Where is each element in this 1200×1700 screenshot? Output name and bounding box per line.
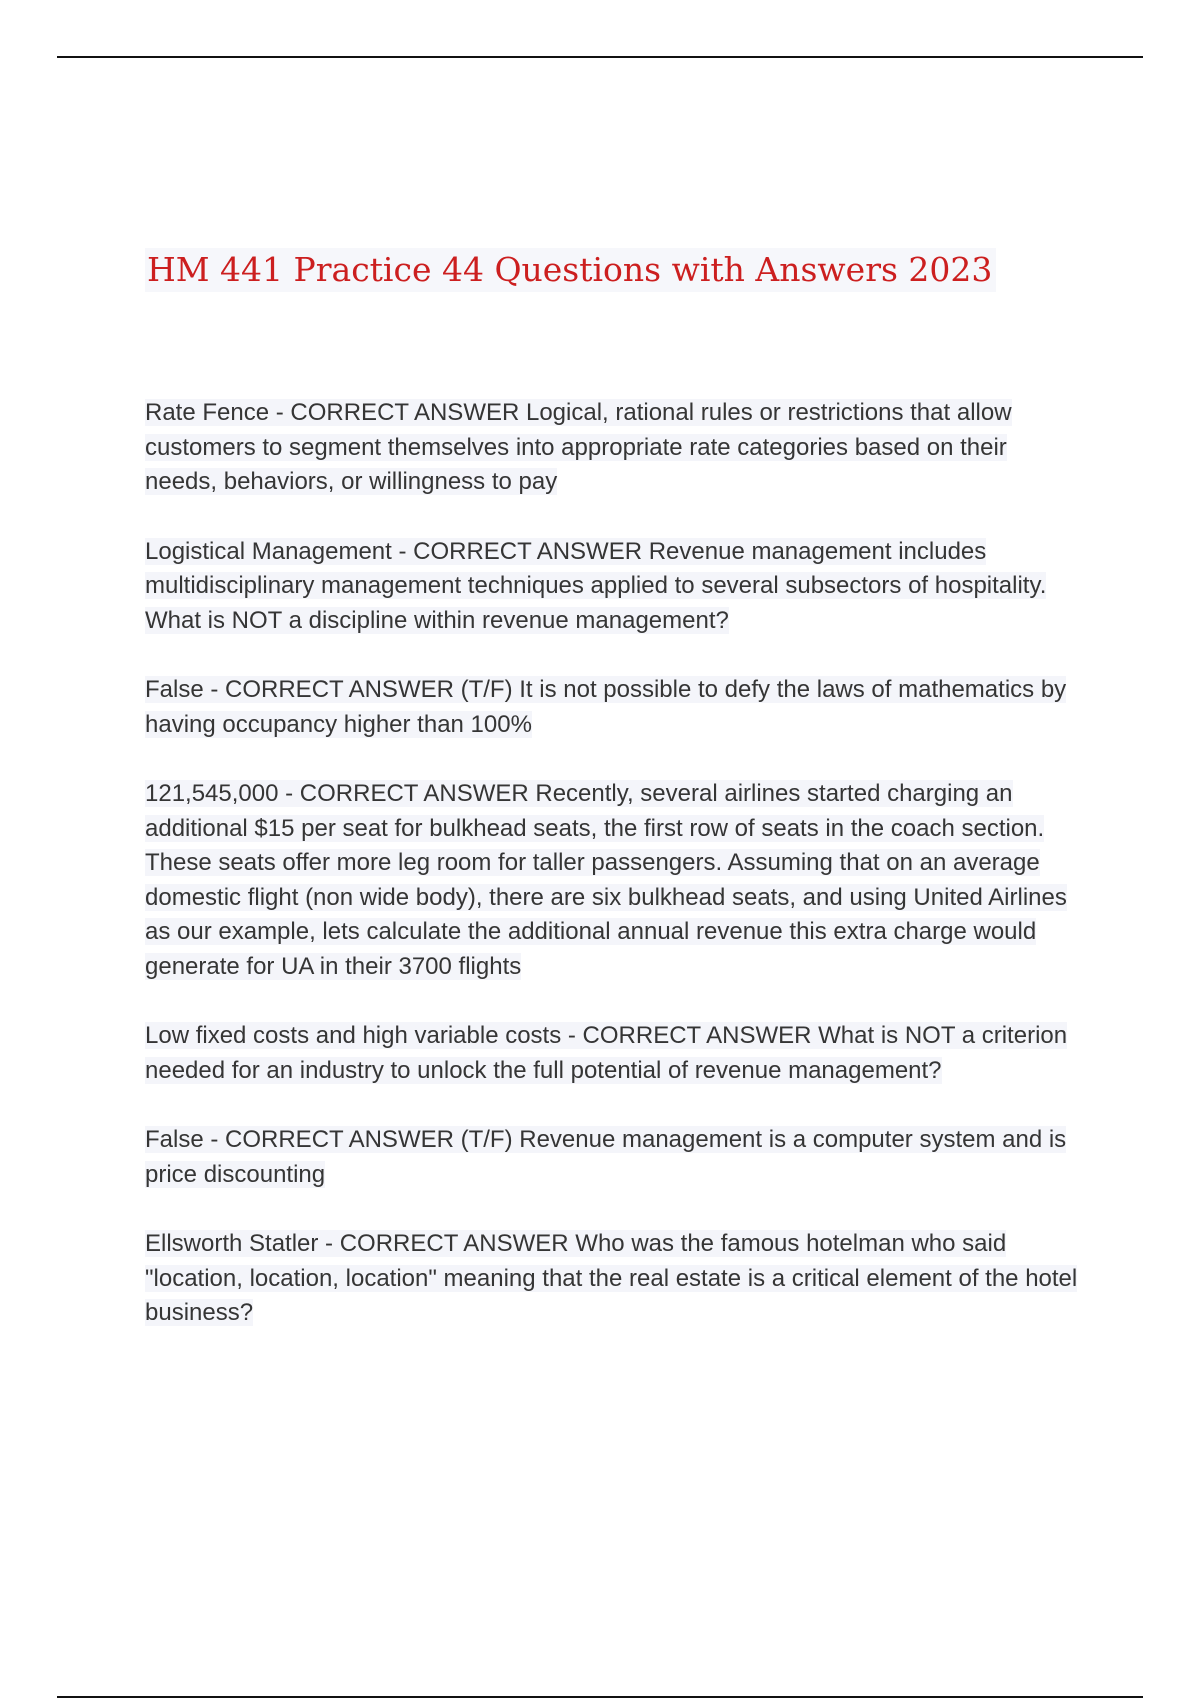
qa-item-text: False - CORRECT ANSWER (T/F) It is not possible to defy the laws of mathematics by having occupancy higher than 100% [145,676,1067,738]
qa-item-ellsworth-statler [145,1227,1085,1331]
qa-item-text: Low fixed costs and high variable costs - CORRECT ANSWER What is NOT a criterion needed for an industry to unlock the full potential of revenue management? [145,1022,1068,1084]
qa-item-text: Logistical Management - CORRECT ANSWER Revenue management includes multidisciplinary management techniques applied to several subsectors of hospitality. What is NOT a discipline within revenue management? [145,537,1047,634]
top-rule [57,56,1143,58]
qa-item-occupancy [145,673,1085,742]
qa-item-logistical-management [145,535,1085,639]
qa-item-industry-criterion [145,1019,1085,1088]
qa-item-text: Rate Fence - CORRECT ANSWER Logical, rational rules or restrictions that allow customers to segment themselves into appropriate rate categories based on their needs, behaviors, or willingness to pay [145,399,1012,495]
qa-item-bulkhead-revenue [145,777,1085,984]
qa-item-computer-system [145,1123,1085,1192]
qa-item-text: 121,545,000 - CORRECT ANSWER Recently, several airlines started charging an additional $15 per seat for bulkhead seats, the first row of seats in the coach section. These seats offer more leg room for taller passengers. Assuming that on an average domestic flight (non wide body), there are six bulkhead seats, and using United Airlines as our example, lets calculate the additional annual revenue this extra charge would generate for UA in their 3700 flights [145,780,1067,980]
qa-item-rate-fence [145,396,1085,500]
qa-item-text: False - CORRECT ANSWER (T/F) Revenue management is a computer system and is price discounting [145,1126,1067,1188]
qa-item-text: Ellsworth Statler - CORRECT ANSWER Who was the famous hotelman who said "location, location, location" meaning that the real estate is a critical element of the hotel business? [145,1230,1078,1326]
bottom-rule [57,1696,1143,1698]
document-title: HM 441 Practice 44 Questions with Answers 2023 [145,248,996,292]
qa-list [145,396,1085,1366]
